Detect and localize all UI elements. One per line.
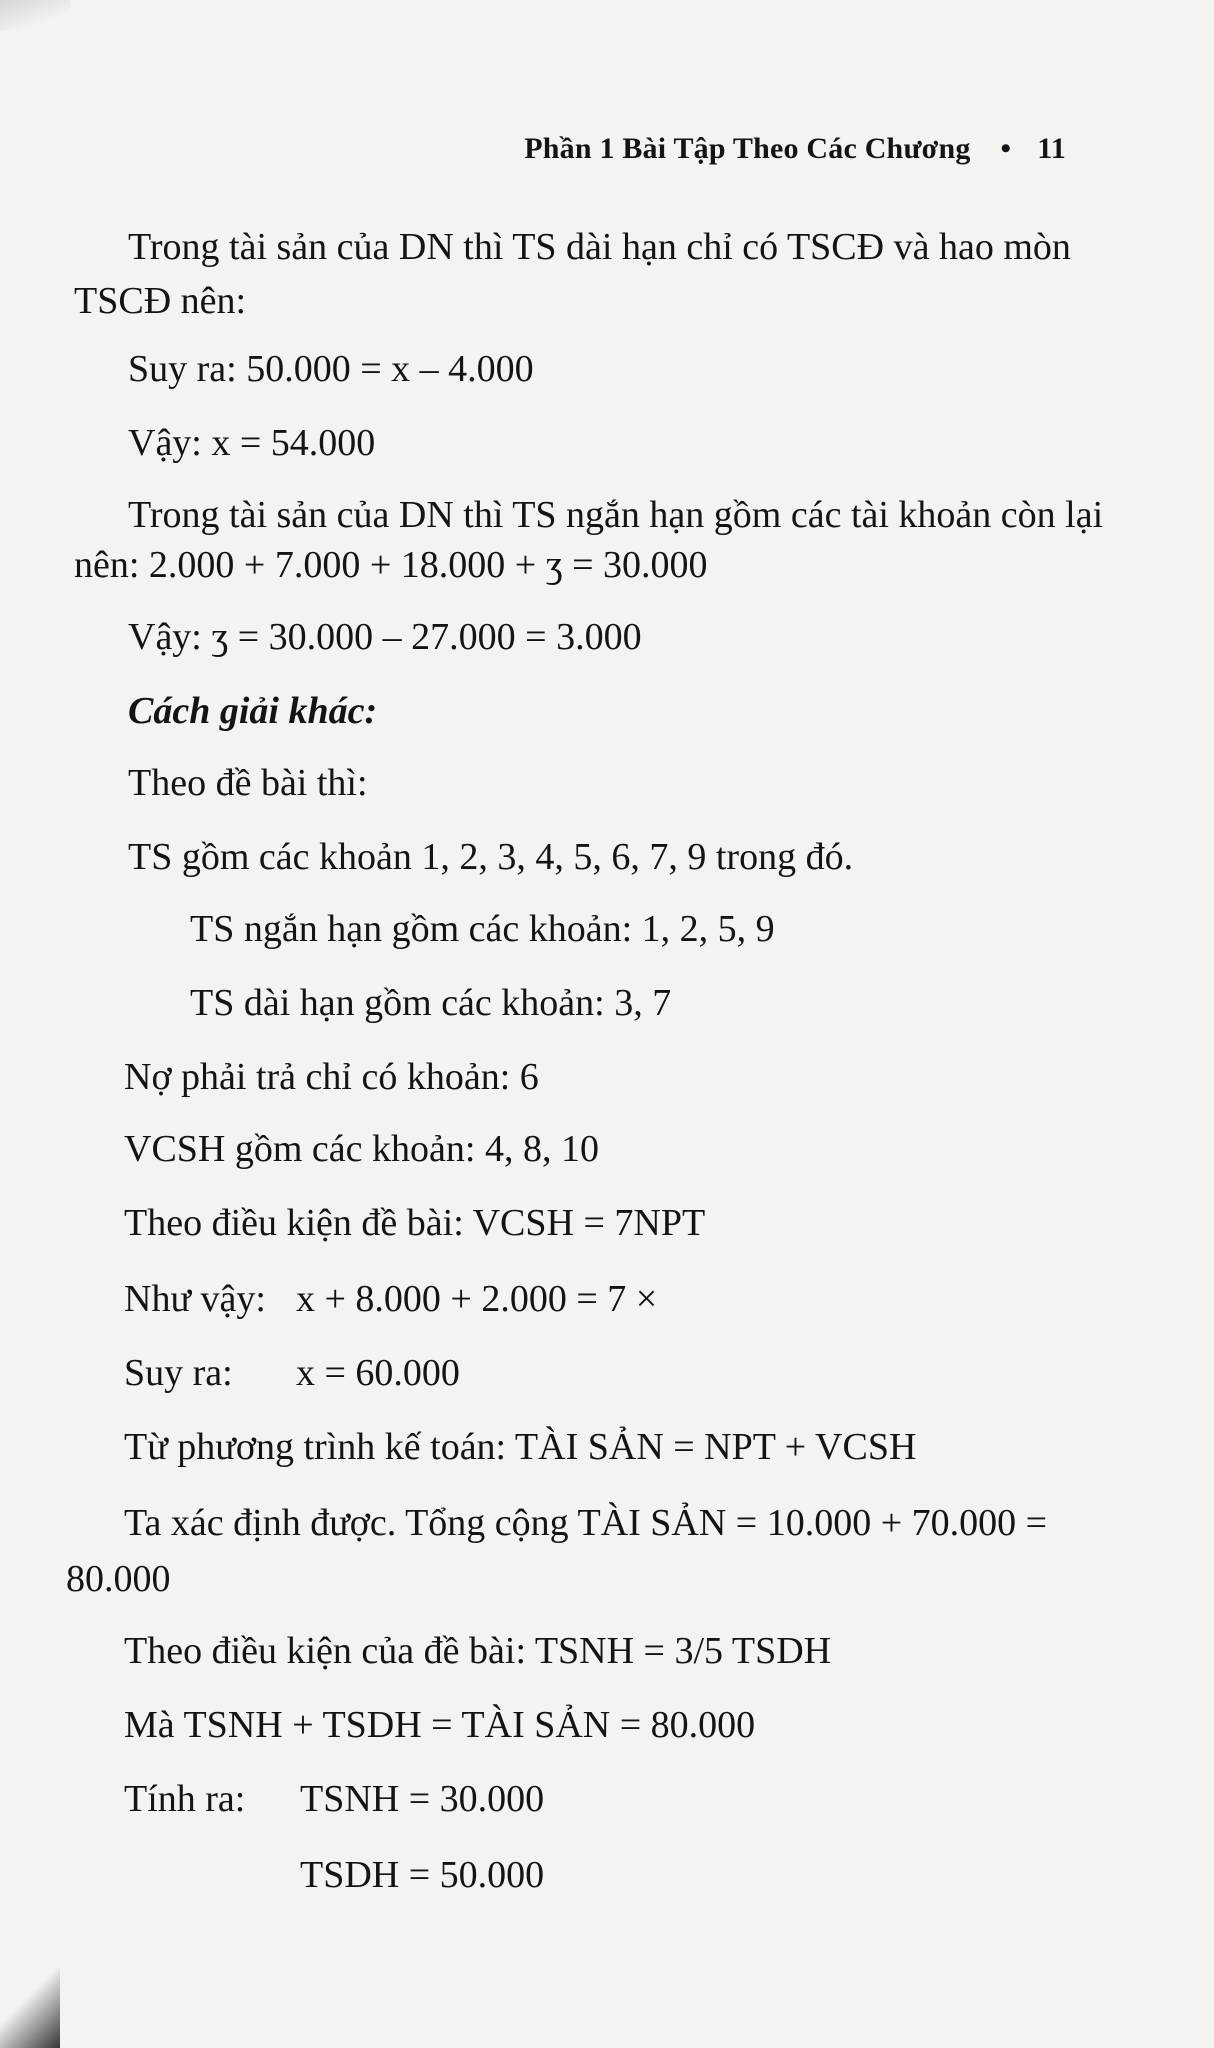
text-line-5: Trong tài sản của DN thì TS ngắn hạn gồm các tài khoản còn lại	[128, 494, 1104, 536]
header-bullet: •	[1000, 132, 1012, 165]
text-line-22: Mà TSNH + TSDH = TÀI SẢN = 80.000	[124, 1704, 756, 1746]
text-line-7: Vậy: ʒ = 30.000 – 27.000 = 3.000	[128, 616, 642, 658]
text-line-13: Nợ phải trả chỉ có khoản: 6	[124, 1056, 539, 1098]
page-corner-shadow	[0, 0, 70, 30]
section-heading: Cách giải khác:	[128, 690, 378, 732]
text-line-9: Theo đề bài thì:	[128, 762, 368, 804]
page-number: 11	[1037, 132, 1066, 165]
text-line-12: TS dài hạn gồm các khoản: 3, 7	[190, 982, 672, 1024]
text-line-4: Vậy: x = 54.000	[128, 422, 376, 464]
text-line-17-formula: x = 60.000	[296, 1352, 460, 1394]
text-line-21: Theo điều kiện của đề bài: TSNH = 3/5 TSDH	[124, 1630, 832, 1672]
text-line-16-label: Như vậy:	[124, 1278, 266, 1320]
text-line-20: 80.000	[66, 1558, 171, 1600]
text-line-11: TS ngắn hạn gồm các khoản: 1, 2, 5, 9	[190, 908, 775, 950]
text-line-3: Suy ra: 50.000 = x – 4.000	[128, 348, 534, 390]
text-line-24: TSDH = 50.000	[300, 1854, 545, 1896]
chapter-title: Phần 1 Bài Tập Theo Các Chương	[524, 132, 971, 165]
text-line-14: VCSH gồm các khoản: 4, 8, 10	[124, 1128, 599, 1170]
text-line-1: Trong tài sản của DN thì TS dài hạn chỉ có TSCĐ và hao mòn	[128, 226, 1071, 268]
text-line-23-formula: TSNH = 30.000	[300, 1778, 545, 1820]
text-line-10: TS gồm các khoản 1, 2, 3, 4, 5, 6, 7, 9 trong đó.	[128, 836, 854, 878]
text-line-16-formula: x + 8.000 + 2.000 = 7 ×	[296, 1278, 658, 1320]
text-line-19: Ta xác định được. Tổng cộng TÀI SẢN = 10.000 + 70.000 =	[124, 1502, 1048, 1544]
text-line-15: Theo điều kiện đề bài: VCSH = 7NPT	[124, 1202, 706, 1244]
text-line-17-label: Suy ra:	[124, 1352, 233, 1394]
text-line-2: TSCĐ nên:	[74, 280, 247, 322]
text-line-6: nên: 2.000 + 7.000 + 18.000 + ʒ = 30.000	[74, 544, 708, 586]
text-line-23-label: Tính ra:	[124, 1778, 246, 1820]
text-line-18: Từ phương trình kế toán: TÀI SẢN = NPT + VCSH	[124, 1426, 917, 1468]
page-edge-shadow	[0, 1968, 60, 2048]
running-header	[524, 132, 1066, 166]
